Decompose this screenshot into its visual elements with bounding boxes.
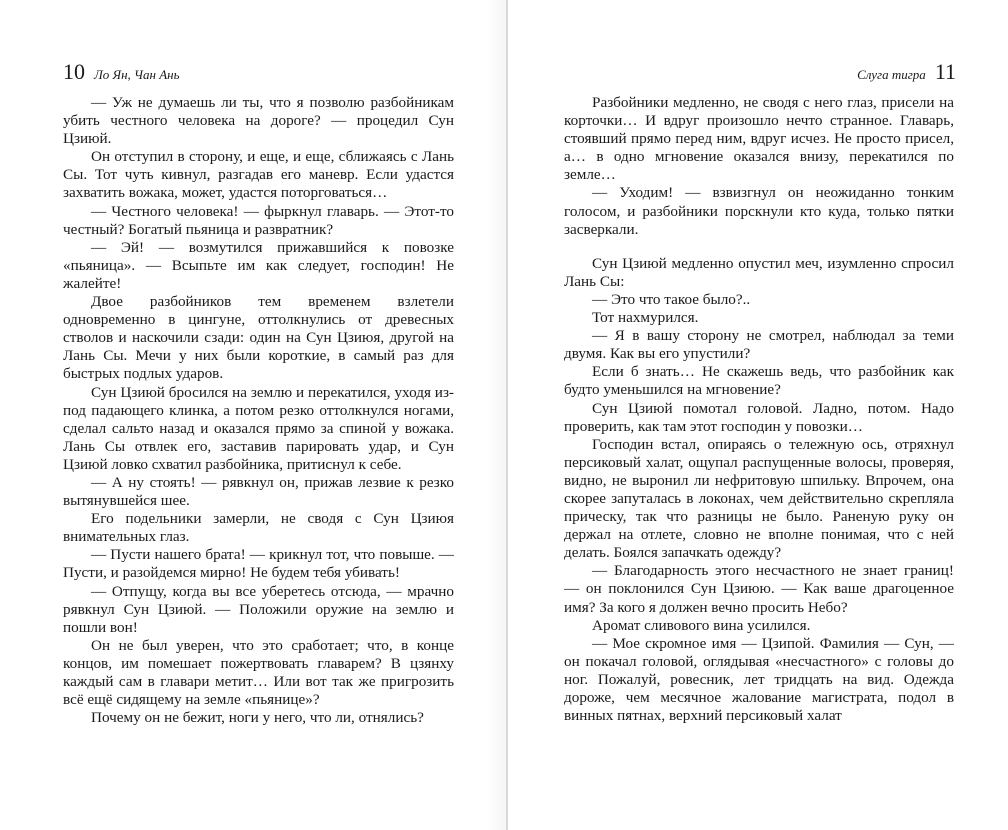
paragraph: — Уходим! — взвизгнул он неожиданно тонким голосом, и разбойники порскнули кто куда, только пятки засверкали.: [564, 184, 954, 238]
paragraph: — Эй! — возмутился прижавшийся к повозке «пьяница». — Всыпьте им как следует, господин! Не жалейте!: [63, 238, 454, 292]
paragraph: — Это что такое было?..: [592, 290, 751, 308]
left-page-text: [63, 94, 454, 727]
paragraph: Сун Цзиюй помотал головой. Ладно, потом. Надо проверить, как там этот господин у повозки…: [564, 399, 954, 435]
paragraph: Разбойники медленно, не сводя с него глаз, присели на корточки… И вдруг произошло нечто странное. Главарь, стоявший прямо перед ним, вдруг исчез. Не просто присел, а… в одно мгновение оказался внизу, перекатился по земле…: [564, 94, 954, 184]
paragraph: — Честного человека! — фыркнул главарь. — Этот-то честный? Богатый пьяница и развратник?: [63, 202, 454, 238]
paragraph: Он не был уверен, что это сработает; что, в конце концов, им помешает пожертвовать главарем? В цзянху каждый сам в главари метит… Или вот так же пригрозить всё ещё сидящему на земле «пьянице»?: [63, 636, 454, 709]
paragraph: Он отступил в сторону, и еще, и еще, сближаясь с Лань Сы. Тот чуть кивнул, разгадав его маневр. Если удастся захватить вожака, может, удастся поторговаться…: [63, 148, 454, 202]
paragraph: — А ну стоять! — рявкнул он, прижав лезвие к резко вытянувшейся шее.: [63, 473, 454, 510]
left-page-header: [63, 59, 180, 83]
paragraph: — Благодарность этого несчастного не знает границ! — он поклонился Сун Цзиюю. — Как ваше драгоценное имя? За кого я должен вечно просить Небо?: [564, 562, 954, 616]
right-page-number: 11: [934, 59, 956, 84]
paragraph: Тот нахмурился.: [592, 309, 699, 327]
left-page-number: 10: [63, 59, 85, 84]
paragraph: Аромат сливового вина усилился.: [592, 616, 811, 634]
paragraph: Его подельники замерли, не сводя с Сун Цзиюя внимательных глаз.: [63, 510, 454, 546]
paragraph: Сун Цзиюй бросился на землю и перекатился, уходя из-под падающего клинка, а потом резко оттолкнулся ногами, сделал сальто назад и оказался прямо за спиной у вожака. Лань Сы отвлек его, заставив парировать удар, и Сун Цзиюй ловко схватил разбойника, притиснул к себе.: [63, 383, 454, 473]
paragraph: — Пусти нашего брата! — крикнул тот, что повыше. — Пусти, и разойдемся мирно! Не будем тебя убивать!: [63, 546, 454, 582]
right-running-head: Слуга тигра: [857, 67, 926, 82]
paragraph: — Уж не думаешь ли ты, что я позволю разбойникам убить честного человека на дороге? — процедил Сун Цзиюй.: [63, 94, 454, 148]
paragraph: Сун Цзиюй медленно опустил меч, изумленно спросил Лань Сы:: [564, 254, 954, 290]
right-page-text: [564, 94, 954, 725]
paragraph: — Я в вашу сторону не смотрел, наблюдал за теми двумя. Как вы его упустили?: [564, 327, 954, 363]
paragraph: Почему он не бежит, ноги у него, что ли, отнялись?: [91, 709, 424, 727]
paragraph: Если б знать… Не скажешь ведь, что разбойник как будто уменьшился на мгновение?: [564, 363, 954, 399]
right-page-header: [857, 59, 956, 83]
paragraph: — Мое скромное имя — Цзипой. Фамилия — Сун, — он покачал головой, оглядывая «несчастного» с головы до ног. Пожалуй, ровесник, лет тридцать на вид. Одежда дороже, чем месячное жалование магистрата, подол в винных пятнах, верхний персиковый халат: [564, 634, 954, 725]
paragraph: Двое разбойников тем временем взлетели одновременно в цингуне, оттолкнулись от древесных стволов и наскочили сзади: один на Сун Цзиюя, другой на Лань Сы. Мечи у них были короткие, в самый раз для быстрых подлых ударов.: [63, 293, 454, 383]
gutter-shadow: [486, 0, 506, 830]
paragraph: — Отпущу, когда вы все уберетесь отсюда, — мрачно рявкнул Сун Цзиюй. — Положили оружие на землю и пошли вон!: [63, 582, 454, 636]
left-running-head: Ло Ян, Чан Ань: [94, 67, 180, 82]
paragraph: Господин встал, опираясь о тележную ось, отряхнул персиковый халат, ощупал распущенные волосы, проверяя, видно, не выронил ли нефритовую шпильку. Впрочем, она скорее запуталась в локонах, чем действительно скрепляла прическу, так что разницы не было. Раненую руку он держал на отлете, словно не вполне понимая, что с ней делать. Боялся запачкать одежду?: [564, 435, 954, 562]
right-page: [508, 0, 1008, 830]
